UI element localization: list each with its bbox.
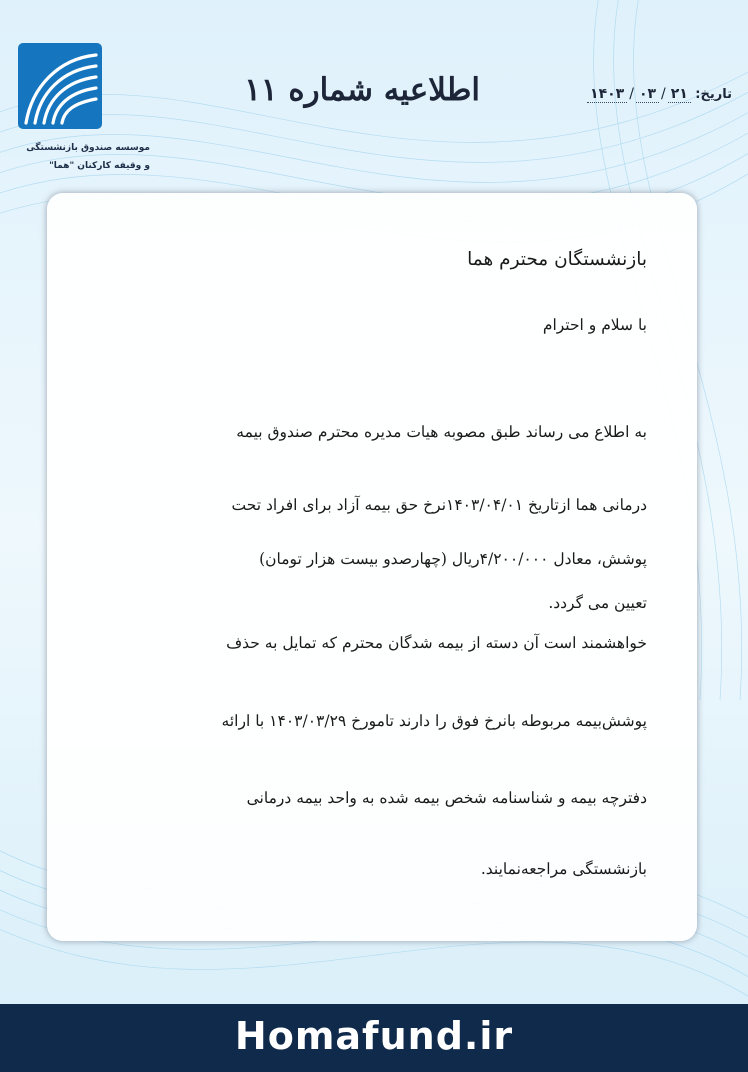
date-separator: /: [629, 86, 634, 102]
website-link[interactable]: Homafund.ir: [234, 1014, 514, 1058]
homa-logo-icon: [18, 43, 102, 129]
org-name-line2: و وقیفه کارکنان "هما": [49, 161, 150, 171]
body-line-5: خواهشمند است آن دسته از بیمه شدگان محترم که تمایل به حذف: [226, 634, 647, 652]
announcement-card: [47, 193, 697, 941]
org-name-line1: موسسه صندوق بازنشستگی: [26, 143, 150, 153]
header: [0, 0, 748, 190]
date-label: تاریخ:: [695, 87, 732, 102]
body-line-3: پوشش، معادل ۴/۲۰۰/۰۰۰ریال (چهارصدو بیست هزار تومان): [259, 550, 647, 568]
body-line-7: دفترچه بیمه و شناسنامه شخص بیمه شده به واحد بیمه درمانی: [246, 789, 647, 807]
date-row: [535, 86, 732, 103]
body-line-2: درمانی هما ازتاریخ ۱۴۰۳/۰۴/۰۱نرخ حق بیمه آزاد برای افراد تحت: [231, 496, 647, 514]
body-line-1: به اطلاع می رساند طبق مصوبه هیات مدیره محترم صندوق بیمه: [236, 423, 647, 441]
date-month: ۰۳: [636, 86, 659, 103]
page-title: اطلاعیه شماره ۱۱: [244, 72, 480, 108]
salutation: با سلام و احترام: [542, 316, 647, 334]
body-line-4: تعیین می گردد.: [548, 594, 647, 612]
body-line-6: پوشش‌بیمه مربوطه بانرخ فوق را دارند تامورخ ۱۴۰۳/۰۳/۲۹ با ارائه: [221, 712, 647, 730]
date-separator: /: [661, 86, 666, 102]
body-line-8: بازنشستگی مراجعه‌نمایند.: [480, 860, 647, 878]
date-day: ۲۱: [668, 86, 691, 103]
date-year: ۱۴۰۳: [587, 86, 627, 103]
greeting: بازنشستگان محترم هما: [467, 249, 647, 270]
organization-name: [10, 139, 150, 175]
footer-bar: [0, 1004, 748, 1072]
